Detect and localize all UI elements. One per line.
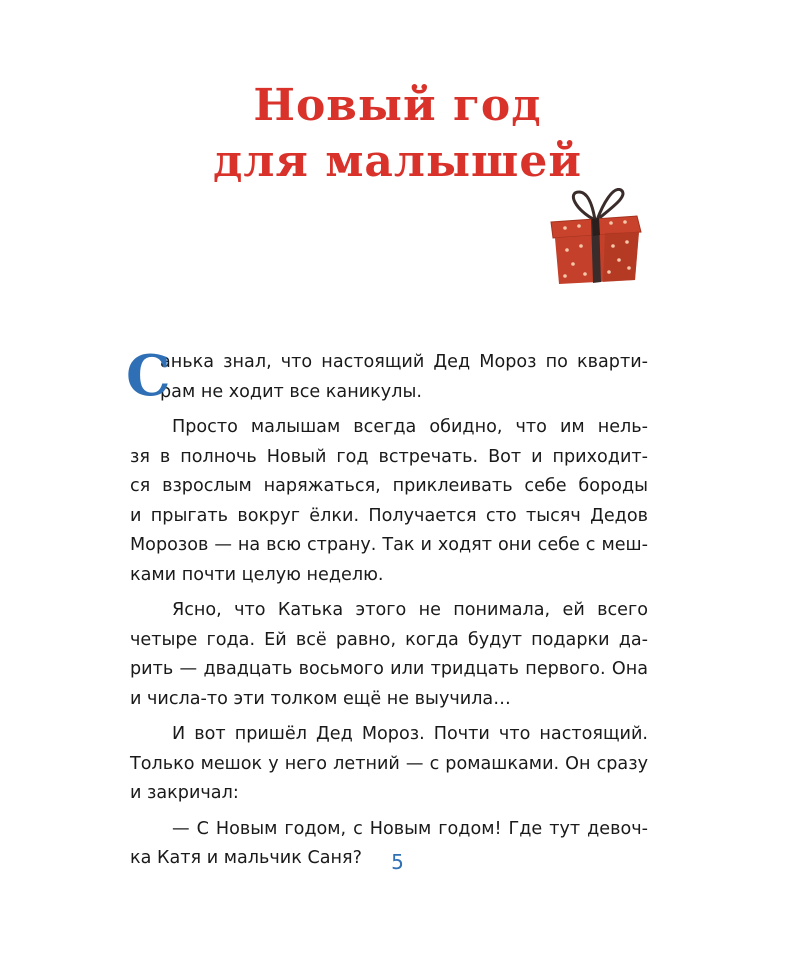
text-line: Просто малышам всегда обидно, что им нель- — [172, 417, 648, 437]
text-line: И вот пришёл Дед Мороз. Почти что настоящий. — [172, 724, 648, 744]
text-line: и прыгать вокруг ёлки. Получается сто тысяч Дедов — [130, 505, 648, 526]
text-line: ка Катя и мальчик Саня? — [130, 848, 362, 868]
chapter-title-line-2: для малышей — [213, 136, 582, 187]
text-line: рить — двадцать восьмого или тридцать первого. Она — [130, 659, 648, 679]
text-line: зя в полночь Новый год встречать. Вот и приходит- — [130, 446, 648, 467]
gift-bow-left-loop — [573, 192, 595, 220]
text-line: ками почти целую неделю. — [130, 564, 384, 585]
text-line: — С Новым годом, с Новым годом! Где тут девоч- — [172, 818, 648, 839]
text-line: и закричал: — [130, 783, 239, 803]
page-number: 5 — [391, 850, 404, 874]
chapter-title-line-1: Новый год — [253, 80, 542, 131]
story-text — [126, 343, 648, 874]
text-line: рам не ходит все каникулы. — [160, 381, 422, 402]
chapter-title — [0, 78, 795, 190]
gift-bow-right-loop — [597, 189, 623, 220]
text-line: анька знал, что настоящий Дед Мороз по кварти- — [160, 352, 648, 372]
text-line: Ясно, что Катька этого не понимала, ей всего — [172, 600, 648, 620]
text-line: Только мешок у него летний — с ромашками. Он сразу — [130, 753, 648, 774]
text-line: Морозов — на всю страну. Так и ходят они себе с меш- — [130, 535, 648, 555]
text-line: и числа-то эти толком ещё не выучила… — [130, 688, 511, 709]
drop-cap: С — [126, 343, 171, 409]
gift-box-illustration — [545, 188, 649, 288]
text-line: четыре года. Ей всё равно, когда будут подарки да- — [130, 629, 648, 650]
text-line: ся взрослым наряжаться, приклеивать себе бороды — [130, 476, 648, 496]
